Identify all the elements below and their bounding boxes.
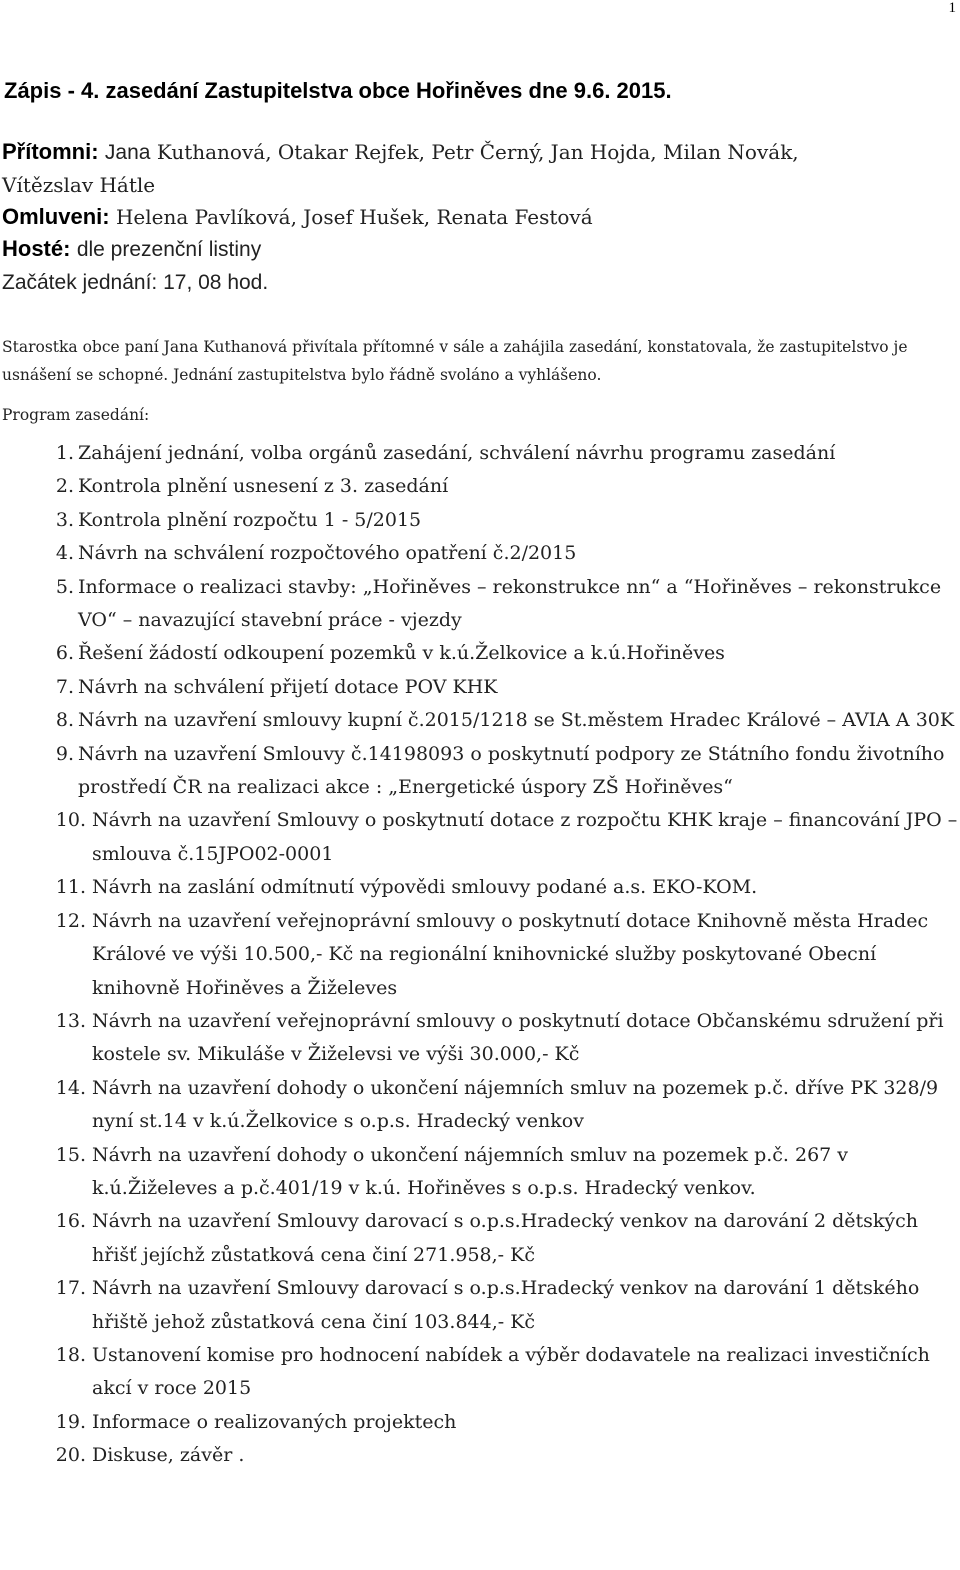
page-number: 1 bbox=[948, 0, 956, 16]
agenda-item bbox=[0, 437, 958, 470]
intro-paragraph: Starostka obce paní Jana Kuthanová přivítala přítomné v sále a zahájila zasedání, konstatovala, že zastupitelstvo je usnášení se schopné. Jednání zastupitelstva bylo řádně svoláno a vyhlášeno. bbox=[2, 338, 908, 384]
agenda-item-text: Návrh na schválení přijetí dotace POV KHK bbox=[78, 675, 498, 698]
agenda-item-number: 11. bbox=[55, 876, 86, 899]
agenda-item-number: 5. bbox=[55, 575, 74, 598]
guests-line bbox=[2, 233, 952, 266]
agenda-item bbox=[0, 1439, 958, 1472]
agenda-item-text: Řešení žádostí odkoupení pozemků v k.ú.Želkovice a k.ú.Hořiněves bbox=[78, 642, 725, 665]
agenda-item-number: 15. bbox=[55, 1143, 86, 1166]
agenda-item bbox=[0, 1406, 958, 1439]
agenda-item-text: Návrh na uzavření dohody o ukončení nájemních smluv na pozemek p.č. dříve PK 328/9 nyní st.14 v k.ú.Želkovice s o.p.s. Hradecký venkov bbox=[92, 1076, 939, 1133]
agenda-item bbox=[0, 704, 958, 737]
agenda-item-number: 20. bbox=[55, 1444, 86, 1467]
agenda-item-number: 1. bbox=[55, 442, 74, 464]
agenda-item-text: Návrh na uzavření smlouvy kupní č.2015/1218 se St.městem Hradec Králové – AVIA A 30K bbox=[78, 709, 955, 732]
agenda-item-number: 6. bbox=[55, 642, 74, 665]
agenda-item bbox=[0, 671, 958, 704]
agenda-item-text: Návrh na uzavření Smlouvy darovací s o.p.s.Hradecký venkov na darování 1 dětského hřiště jehož zůstatková cena činí 103.844,- Kč bbox=[92, 1277, 920, 1333]
agenda-item-number: 18. bbox=[55, 1343, 86, 1366]
agenda-item-number: 2. bbox=[55, 475, 74, 498]
agenda-item-number: 3. bbox=[55, 508, 74, 531]
agenda-item-text: Kontrola plnění usnesení z 3. zasedání bbox=[78, 475, 449, 498]
agenda-item-number: 8. bbox=[55, 709, 74, 732]
agenda-item-number: 17. bbox=[55, 1277, 86, 1300]
agenda-item-text: Návrh na uzavření Smlouvy č.14198093 o poskytnutí podpory ze Státního fondu životního prostředí ČR na realizaci akce : „Energetické úspory ZŠ Hořiněves“ bbox=[78, 742, 945, 799]
guests-label: Hosté: bbox=[2, 236, 71, 261]
agenda-item bbox=[0, 637, 958, 670]
agenda-item-number: 7. bbox=[55, 675, 74, 698]
agenda-item-number: 13. bbox=[55, 1009, 86, 1032]
attendance-block bbox=[2, 136, 952, 299]
agenda-item bbox=[0, 871, 958, 904]
agenda-item-text: Informace o realizaci stavby: „Hořiněves – rekonstrukce nn“ a “Hořiněves – rekonstrukce VO“ – navazující stavební práce - vjezdy bbox=[78, 575, 942, 632]
agenda-item-text: Informace o realizovaných projektech bbox=[92, 1410, 457, 1433]
present-label: Přítomni: bbox=[2, 139, 99, 164]
excused-names: Helena Pavlíková, Josef Hušek, Renata Festová bbox=[115, 205, 593, 229]
agenda-item-text: Návrh na uzavření Smlouvy darovací s o.p.s.Hradecký venkov na darování 2 dětských hřišť jejíchž zůstatková cena činí 271.958,- Kč bbox=[92, 1210, 919, 1266]
agenda-item-text: Kontrola plnění rozpočtu 1 - 5/2015 bbox=[78, 508, 422, 531]
agenda-item bbox=[0, 1005, 958, 1072]
agenda-item-text: Návrh na zaslání odmítnutí výpovědi smlouvy podané a.s. EKO-KOM. bbox=[92, 876, 758, 899]
agenda-item-number: 14. bbox=[55, 1076, 86, 1099]
agenda-item-number: 12. bbox=[55, 909, 86, 932]
agenda-item bbox=[0, 1339, 958, 1406]
agenda-item-number: 19. bbox=[55, 1410, 86, 1433]
start-time: Začátek jednání: 17, 08 hod. bbox=[2, 271, 269, 294]
excused-line bbox=[2, 201, 952, 233]
agenda-item bbox=[0, 571, 958, 638]
agenda-item bbox=[0, 1072, 958, 1139]
present-line bbox=[2, 136, 952, 169]
agenda-item-text: Ustanovení komise pro hodnocení nabídek a výběr dodavatele na realizaci investičních akcí v roce 2015 bbox=[92, 1343, 930, 1400]
agenda-item bbox=[0, 1205, 958, 1272]
present-line-cont bbox=[2, 169, 952, 201]
excused-label: Omluveni: bbox=[2, 204, 110, 229]
agenda-item-text: Návrh na uzavření veřejnoprávní smlouvy o poskytnutí dotace Knihovně města Hradec Králové ve výši 10.500,- Kč na regionální knihovnické služby poskytované Obecní knihovně Hořiněves a Žiželeves bbox=[92, 909, 929, 999]
agenda-item-text: Návrh na schválení rozpočtového opatření č.2/2015 bbox=[78, 542, 577, 565]
agenda-list bbox=[0, 437, 958, 1473]
agenda-item bbox=[0, 537, 958, 570]
agenda-item bbox=[0, 804, 958, 871]
agenda-item-text: Diskuse, závěr . bbox=[92, 1444, 245, 1467]
start-line bbox=[2, 266, 952, 299]
agenda-item-number: 16. bbox=[55, 1210, 86, 1233]
agenda-item bbox=[0, 1272, 958, 1339]
agenda-item-number: 9. bbox=[55, 742, 74, 765]
agenda-item-text: Zahájení jednání, volba orgánů zasedání, schválení návrhu programu zasedání bbox=[78, 442, 836, 464]
agenda-item-text: Návrh na uzavření dohody o ukončení nájemních smluv na pozemek p.č. 267 v k.ú.Žiželeves a p.č.401/19 v k.ú. Hořiněves s o.p.s. Hradecký venkov. bbox=[92, 1143, 849, 1199]
agenda-item bbox=[0, 738, 958, 805]
present-names-cont: Vítězslav Hátle bbox=[2, 173, 156, 197]
present-names: Kuthanová, Otakar Rejfek, Petr Černý, Jan Hojda, Milan Novák, bbox=[156, 140, 799, 164]
agenda-item-text: Návrh na uzavření Smlouvy o poskytnutí dotace z rozpočtu KHK kraje – financování JPO – smlouva č.15JPO02-0001 bbox=[92, 809, 958, 865]
agenda-item bbox=[0, 504, 958, 537]
agenda-item bbox=[0, 905, 958, 1005]
program-heading: Program zasedání: bbox=[2, 406, 150, 424]
agenda-item-number: 10. bbox=[55, 809, 86, 832]
agenda-item-number: 4. bbox=[55, 542, 74, 565]
guests-value: dle prezenční listiny bbox=[76, 238, 262, 261]
agenda-item bbox=[0, 1139, 958, 1206]
agenda-item bbox=[0, 470, 958, 503]
document-title: Zápis - 4. zasedání Zastupitelstva obce Hořiněves dne 9.6. 2015. bbox=[4, 78, 672, 103]
agenda-item-text: Návrh na uzavření veřejnoprávní smlouvy o poskytnutí dotace Občanskému sdružení při kostele sv. Mikuláše v Žiželevsi ve výši 30.000,- Kč bbox=[92, 1009, 944, 1066]
present-first-name: Jana bbox=[104, 141, 151, 164]
